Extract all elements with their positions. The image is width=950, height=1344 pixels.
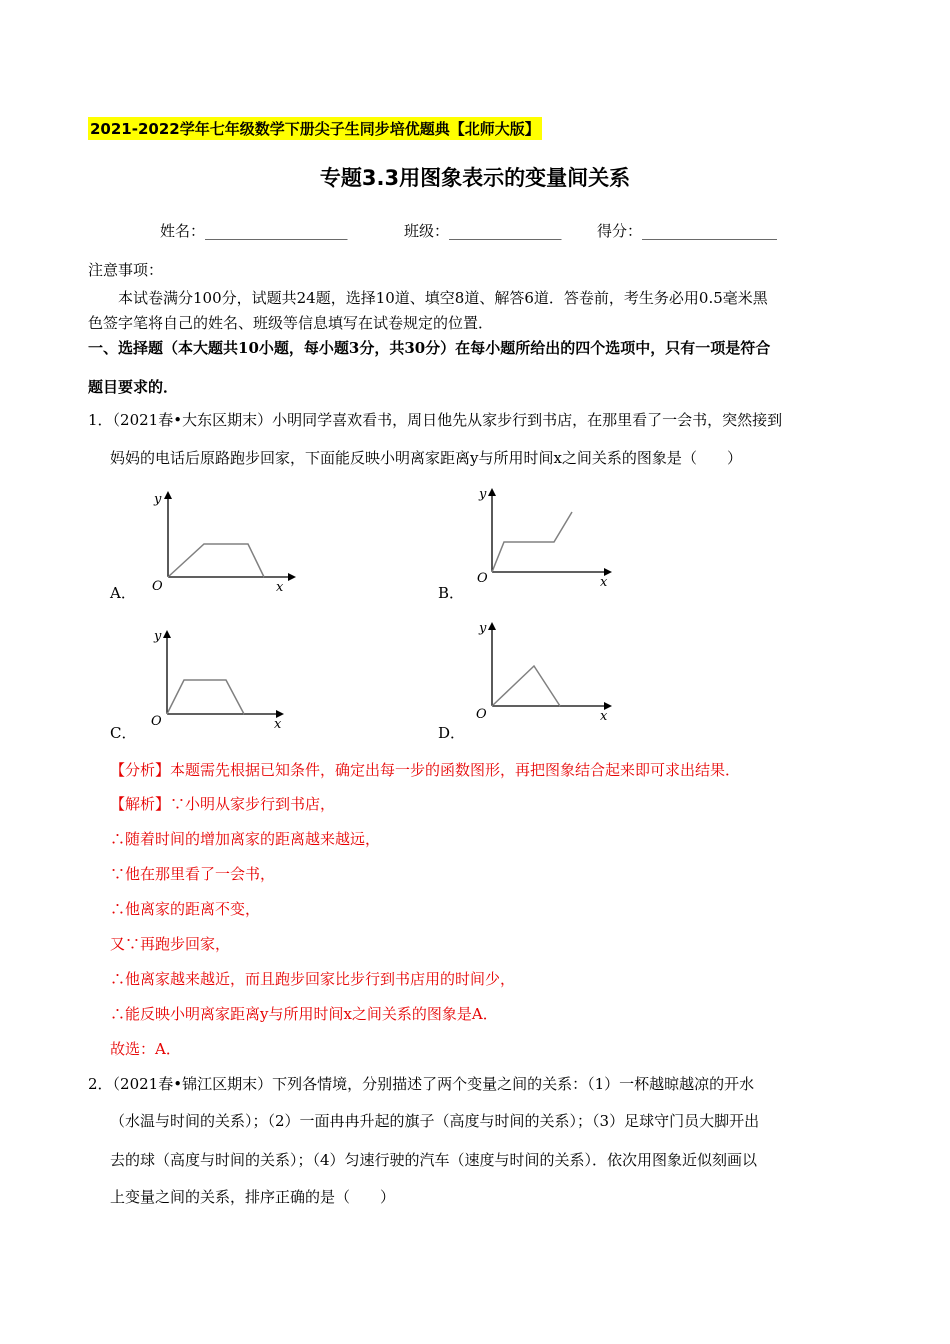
option-b-label[interactable]: B． [438, 584, 465, 602]
option-a-graph [140, 485, 300, 600]
notes-line-2: 色签字笔将自己的姓名、班级等信息填写在试卷规定的位置． [88, 314, 494, 332]
option-b-graph [468, 480, 628, 595]
class-field-label: 班级：_______________ [404, 222, 562, 240]
name-field-label: 姓名：___________________ [160, 222, 348, 240]
q1-solution-line-7: ∴能反映小明离家距离y与所用时间x之间关系的图象是A． [110, 1005, 498, 1023]
option-a-y-label: y [154, 492, 162, 507]
q2-stem-line-1: 2．（2021春•锦江区期末）下列各情境，分别描述了两个变量之间的关系：（1）一杯越晾越凉的开水 [88, 1075, 755, 1093]
option-a-origin-label: O [152, 579, 163, 594]
option-b-line [492, 512, 572, 572]
option-d-y-arrow [488, 622, 496, 630]
option-a-line [168, 544, 264, 577]
section-1-heading-line-2: 题目要求的． [88, 378, 179, 396]
q1-solution-line-1: 【解析】∵小明从家步行到书店， [110, 795, 336, 813]
option-d-graph [468, 616, 628, 731]
option-d-origin-label: O [476, 707, 487, 722]
q1-analysis: 【分析】本题需先根据已知条件，确定出每一步的函数图形，再把图象结合起来即可求出结果． [110, 761, 741, 779]
q1-solution-line-4: ∴他离家的距离不变， [110, 900, 261, 918]
q2-stem-line-4: 上变量之间的关系，排序正确的是（ ） [110, 1188, 396, 1206]
q1-solution-line-5: 又∵再跑步回家， [110, 935, 231, 953]
option-d-line [492, 666, 560, 706]
option-a-x-arrow [288, 573, 296, 581]
option-b-y-arrow [488, 488, 496, 496]
section-1-heading-line-1: 一、选择题（本大题共10小题，每小题3分，共30分）在每小题所给出的四个选项中，只有一项是符合 [88, 339, 771, 357]
notes-line-1: 本试卷满分100分，试题共24题，选择10道、填空8道、解答6道．答卷前，考生务必用0.5毫米黑 [118, 289, 768, 307]
option-c-graph [140, 622, 300, 737]
q2-stem-line-3: 去的球（高度与时间的关系）；（4）匀速行驶的汽车（速度与时间的关系）．依次用图象近似刻画以 [110, 1151, 758, 1169]
page-title: 专题3.3用图象表示的变量间关系 [319, 166, 631, 190]
option-b-y-label: y [479, 487, 487, 502]
option-c-x-label: x [274, 717, 282, 732]
option-d-y-label: y [479, 621, 487, 636]
option-d-x-label: x [600, 709, 608, 724]
score-field-label: 得分：__________________ [597, 222, 778, 240]
option-a-label[interactable]: A． [110, 584, 136, 602]
option-c-y-label: y [154, 629, 162, 644]
option-b-x-label: x [600, 575, 608, 590]
option-c-origin-label: O [151, 714, 162, 729]
q2-stem-line-2: （水温与时间的关系）；（2）一面冉冉升起的旗子（高度与时间的关系）；（3）足球守门员大脚开出 [110, 1112, 760, 1130]
option-c-line [167, 680, 244, 714]
option-b-origin-label: O [477, 571, 488, 586]
q1-stem-line-2: 妈妈的电话后原路跑步回家，下面能反映小明离家距离y与所用时间x之间关系的图象是（ ） [110, 449, 742, 467]
notes-heading: 注意事项： [88, 261, 164, 279]
q1-answer: 故选：A． [110, 1040, 181, 1058]
option-a-y-arrow [164, 491, 172, 499]
q1-solution-line-6: ∴他离家越来越近，而且跑步回家比步行到书店用的时间少， [110, 970, 516, 988]
q1-solution-line-3: ∵他在那里看了一会书， [110, 865, 276, 883]
option-c-y-arrow [163, 630, 171, 638]
q1-stem-line-1: 1．（2021春•大东区期末）小明同学喜欢看书，周日他先从家步行到书店，在那里看了一会书，突然接到 [88, 411, 783, 429]
option-a-x-label: x [276, 580, 284, 595]
series-title: 2021-2022学年七年级数学下册尖子生同步培优题典【北师大版】 [88, 117, 542, 140]
option-c-label[interactable]: C． [110, 724, 137, 742]
q1-solution-line-2: ∴随着时间的增加离家的距离越来越远， [110, 830, 381, 848]
option-d-label[interactable]: D． [438, 724, 466, 742]
